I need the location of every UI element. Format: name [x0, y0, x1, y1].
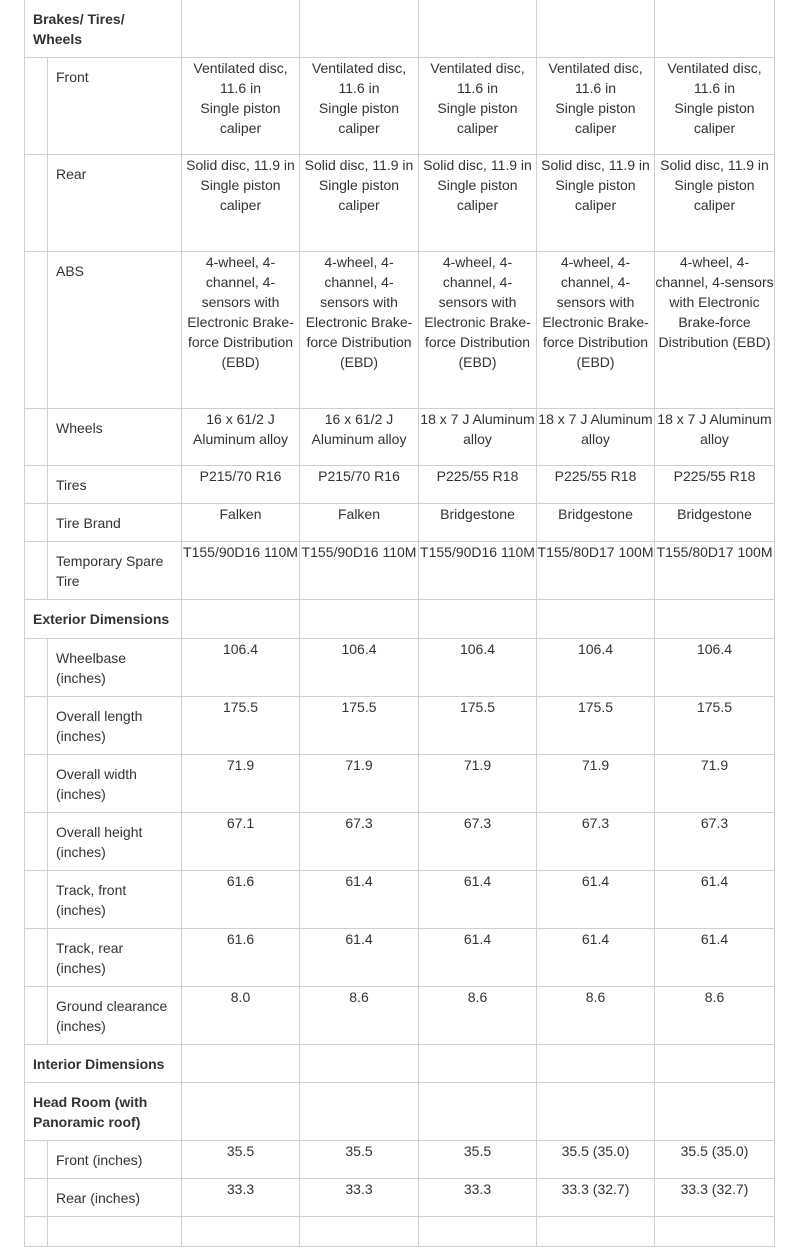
row-label-cell: [25, 155, 182, 252]
value-cell: Ventilated disc, 11.6 in Single piston caliper: [182, 58, 300, 155]
indent-spacer: [25, 1217, 48, 1246]
value-cell: [182, 1217, 300, 1247]
row-label-cell: [25, 639, 182, 697]
row-label: Wheels: [56, 420, 103, 436]
value-cell: 61.4: [537, 871, 655, 929]
section-empty-cell: [182, 600, 300, 639]
row-label: Front: [56, 69, 89, 85]
row-label: Overall length (inches): [56, 708, 143, 744]
row-label-cell: [25, 58, 182, 155]
value-cell: Bridgestone: [419, 504, 537, 542]
value-cell: Ventilated disc, 11.6 in Single piston caliper: [300, 58, 419, 155]
indent-spacer: [25, 58, 48, 154]
value-cell: 175.5: [182, 697, 300, 755]
row-label: Front (inches): [56, 1152, 143, 1168]
value-cell: 18 x 7 J Aluminum alloy: [419, 409, 537, 466]
table-row: [25, 813, 775, 871]
value-cell: T155/80D17 100M: [537, 542, 655, 600]
row-label: Track, rear (inches): [56, 940, 124, 976]
row-label-cell: [25, 987, 182, 1045]
value-cell: 61.4: [419, 929, 537, 987]
table-row: [25, 1179, 775, 1217]
table-row: [25, 542, 775, 600]
row-label-cell: [25, 755, 182, 813]
row-label-cell: [25, 542, 182, 600]
indent-spacer: [25, 409, 48, 465]
value-cell: 61.6: [182, 871, 300, 929]
value-cell: T155/90D16 110M: [300, 542, 419, 600]
row-label-cell: [25, 504, 182, 542]
section-header-row: [25, 1083, 775, 1141]
value-cell: 16 x 61/2 J Aluminum alloy: [300, 409, 419, 466]
section-label: Interior Dimensions: [25, 1045, 182, 1083]
indent-spacer: [25, 252, 48, 408]
table-row: [25, 755, 775, 813]
row-label: Wheelbase (inches): [56, 650, 127, 686]
indent-spacer: [25, 929, 48, 986]
row-label: Rear: [56, 166, 87, 182]
value-cell: 175.5: [655, 697, 775, 755]
row-label-cell: [25, 697, 182, 755]
value-cell: 67.1: [182, 813, 300, 871]
section-empty-cell: [419, 0, 537, 58]
row-label: Rear (inches): [56, 1190, 141, 1206]
indent-spacer: [25, 155, 48, 251]
value-cell: Solid disc, 11.9 in Single piston caliper: [419, 155, 537, 252]
value-cell: Ventilated disc, 11.6 in Single piston caliper: [419, 58, 537, 155]
table-row: [25, 1141, 775, 1179]
table-row: [25, 1217, 775, 1247]
row-label-cell: [25, 409, 182, 466]
value-cell: Falken: [300, 504, 419, 542]
value-cell: P215/70 R16: [182, 466, 300, 504]
value-cell: 67.3: [537, 813, 655, 871]
row-label: Tire Brand: [56, 515, 121, 531]
value-cell: 8.0: [182, 987, 300, 1045]
table-row: [25, 929, 775, 987]
value-cell: 18 x 7 J Aluminum alloy: [537, 409, 655, 466]
indent-spacer: [25, 813, 48, 870]
value-cell: 8.6: [537, 987, 655, 1045]
value-cell: 61.4: [300, 929, 419, 987]
section-empty-cell: [300, 1045, 419, 1083]
value-cell: Falken: [182, 504, 300, 542]
value-cell: [419, 1217, 537, 1247]
table-row: [25, 466, 775, 504]
value-cell: 71.9: [182, 755, 300, 813]
value-cell: 35.5: [419, 1141, 537, 1179]
value-cell: 8.6: [300, 987, 419, 1045]
section-empty-cell: [655, 1045, 775, 1083]
row-label: Overall width (inches): [56, 766, 137, 802]
table-row: [25, 987, 775, 1045]
value-cell: 4-wheel, 4-channel, 4-sensors with Electronic Brake-force Distribution (EBD): [300, 252, 419, 409]
indent-spacer: [25, 871, 48, 928]
value-cell: 106.4: [419, 639, 537, 697]
value-cell: 4-wheel, 4-channel, 4-sensors with Electronic Brake-force Distribution (EBD): [537, 252, 655, 409]
table-row: [25, 504, 775, 542]
value-cell: [655, 1217, 775, 1247]
row-label-cell: [25, 813, 182, 871]
value-cell: Solid disc, 11.9 in Single piston caliper: [300, 155, 419, 252]
section-header-row: [25, 600, 775, 639]
table-row: [25, 639, 775, 697]
section-empty-cell: [537, 600, 655, 639]
value-cell: 35.5: [300, 1141, 419, 1179]
row-label: ABS: [56, 263, 85, 279]
value-cell: 61.4: [537, 929, 655, 987]
section-header-row: [25, 0, 775, 58]
value-cell: [300, 1217, 419, 1247]
value-cell: T155/90D16 110M: [182, 542, 300, 600]
row-label: [48, 1217, 62, 1246]
section-empty-cell: [182, 0, 300, 58]
indent-spacer: [25, 639, 48, 696]
value-cell: 71.9: [537, 755, 655, 813]
value-cell: 4-wheel, 4-channel, 4-sensors with Electronic Brake-force Distribution (EBD): [182, 252, 300, 409]
row-label-cell: [25, 929, 182, 987]
indent-spacer: [25, 987, 48, 1044]
value-cell: 71.9: [419, 755, 537, 813]
value-cell: Solid disc, 11.9 in Single piston caliper: [182, 155, 300, 252]
indent-spacer: [25, 755, 48, 812]
value-cell: P225/55 R18: [419, 466, 537, 504]
value-cell: 106.4: [300, 639, 419, 697]
value-cell: Ventilated disc, 11.6 in Single piston caliper: [537, 58, 655, 155]
section-empty-cell: [655, 1083, 775, 1141]
section-empty-cell: [300, 1083, 419, 1141]
value-cell: 33.3 (32.7): [655, 1179, 775, 1217]
value-cell: 16 x 61/2 J Aluminum alloy: [182, 409, 300, 466]
section-empty-cell: [182, 1083, 300, 1141]
row-label: Ground clearance (inches): [56, 998, 168, 1034]
table-row: [25, 155, 775, 252]
row-label: Tires: [56, 477, 87, 493]
value-cell: 33.3: [182, 1179, 300, 1217]
section-empty-cell: [537, 1045, 655, 1083]
value-cell: 67.3: [419, 813, 537, 871]
row-label: Overall height (inches): [56, 824, 143, 860]
value-cell: Bridgestone: [655, 504, 775, 542]
indent-spacer: [25, 504, 48, 541]
section-empty-cell: [182, 1045, 300, 1083]
value-cell: 8.6: [655, 987, 775, 1045]
section-empty-cell: [419, 1045, 537, 1083]
value-cell: Ventilated disc, 11.6 in Single piston caliper: [655, 58, 775, 155]
value-cell: 35.5 (35.0): [537, 1141, 655, 1179]
section-empty-cell: [419, 600, 537, 639]
value-cell: 175.5: [537, 697, 655, 755]
row-label-cell: [25, 466, 182, 504]
value-cell: 33.3 (32.7): [537, 1179, 655, 1217]
section-empty-cell: [655, 600, 775, 639]
value-cell: Solid disc, 11.9 in Single piston caliper: [655, 155, 775, 252]
row-label: Track, front (inches): [56, 882, 127, 918]
value-cell: 4-wheel, 4-channel, 4-sensors with Electronic Brake-force Distribution (EBD): [655, 252, 775, 409]
table-row: [25, 409, 775, 466]
section-header-row: [25, 1045, 775, 1083]
section-label: Brakes/ Tires/ Wheels: [25, 0, 182, 58]
value-cell: 8.6: [419, 987, 537, 1045]
section-empty-cell: [300, 600, 419, 639]
value-cell: 175.5: [419, 697, 537, 755]
value-cell: 106.4: [182, 639, 300, 697]
value-cell: Solid disc, 11.9 in Single piston caliper: [537, 155, 655, 252]
value-cell: 18 x 7 J Aluminum alloy: [655, 409, 775, 466]
value-cell: 33.3: [419, 1179, 537, 1217]
row-label-cell: [25, 1217, 182, 1247]
value-cell: 4-wheel, 4-channel, 4-sensors with Electronic Brake-force Distribution (EBD): [419, 252, 537, 409]
row-label-cell: [25, 1141, 182, 1179]
indent-spacer: [25, 1179, 48, 1216]
value-cell: 35.5 (35.0): [655, 1141, 775, 1179]
section-empty-cell: [300, 0, 419, 58]
value-cell: 61.4: [419, 871, 537, 929]
value-cell: T155/80D17 100M: [655, 542, 775, 600]
section-empty-cell: [419, 1083, 537, 1141]
value-cell: 71.9: [300, 755, 419, 813]
value-cell: 35.5: [182, 1141, 300, 1179]
section-empty-cell: [655, 0, 775, 58]
value-cell: 33.3: [300, 1179, 419, 1217]
value-cell: 175.5: [300, 697, 419, 755]
table-row: [25, 252, 775, 409]
spec-table-body: [25, 0, 775, 1247]
value-cell: 61.4: [300, 871, 419, 929]
section-label: Exterior Dimensions: [25, 600, 182, 639]
table-row: [25, 697, 775, 755]
table-row: [25, 871, 775, 929]
indent-spacer: [25, 1141, 48, 1178]
value-cell: 106.4: [655, 639, 775, 697]
value-cell: 61.4: [655, 929, 775, 987]
value-cell: P215/70 R16: [300, 466, 419, 504]
value-cell: 67.3: [300, 813, 419, 871]
spec-table: [24, 0, 775, 1247]
section-empty-cell: [537, 0, 655, 58]
row-label-cell: [25, 252, 182, 409]
row-label-cell: [25, 1179, 182, 1217]
value-cell: P225/55 R18: [537, 466, 655, 504]
value-cell: 61.6: [182, 929, 300, 987]
value-cell: 106.4: [537, 639, 655, 697]
row-label-cell: [25, 871, 182, 929]
value-cell: 67.3: [655, 813, 775, 871]
value-cell: [537, 1217, 655, 1247]
value-cell: 61.4: [655, 871, 775, 929]
section-empty-cell: [537, 1083, 655, 1141]
row-label: Temporary Spare Tire: [56, 553, 164, 589]
value-cell: T155/90D16 110M: [419, 542, 537, 600]
value-cell: 71.9: [655, 755, 775, 813]
table-row: [25, 58, 775, 155]
indent-spacer: [25, 466, 48, 503]
section-label: Head Room (with Panoramic roof): [25, 1083, 182, 1141]
value-cell: Bridgestone: [537, 504, 655, 542]
indent-spacer: [25, 542, 48, 599]
indent-spacer: [25, 697, 48, 754]
value-cell: P225/55 R18: [655, 466, 775, 504]
